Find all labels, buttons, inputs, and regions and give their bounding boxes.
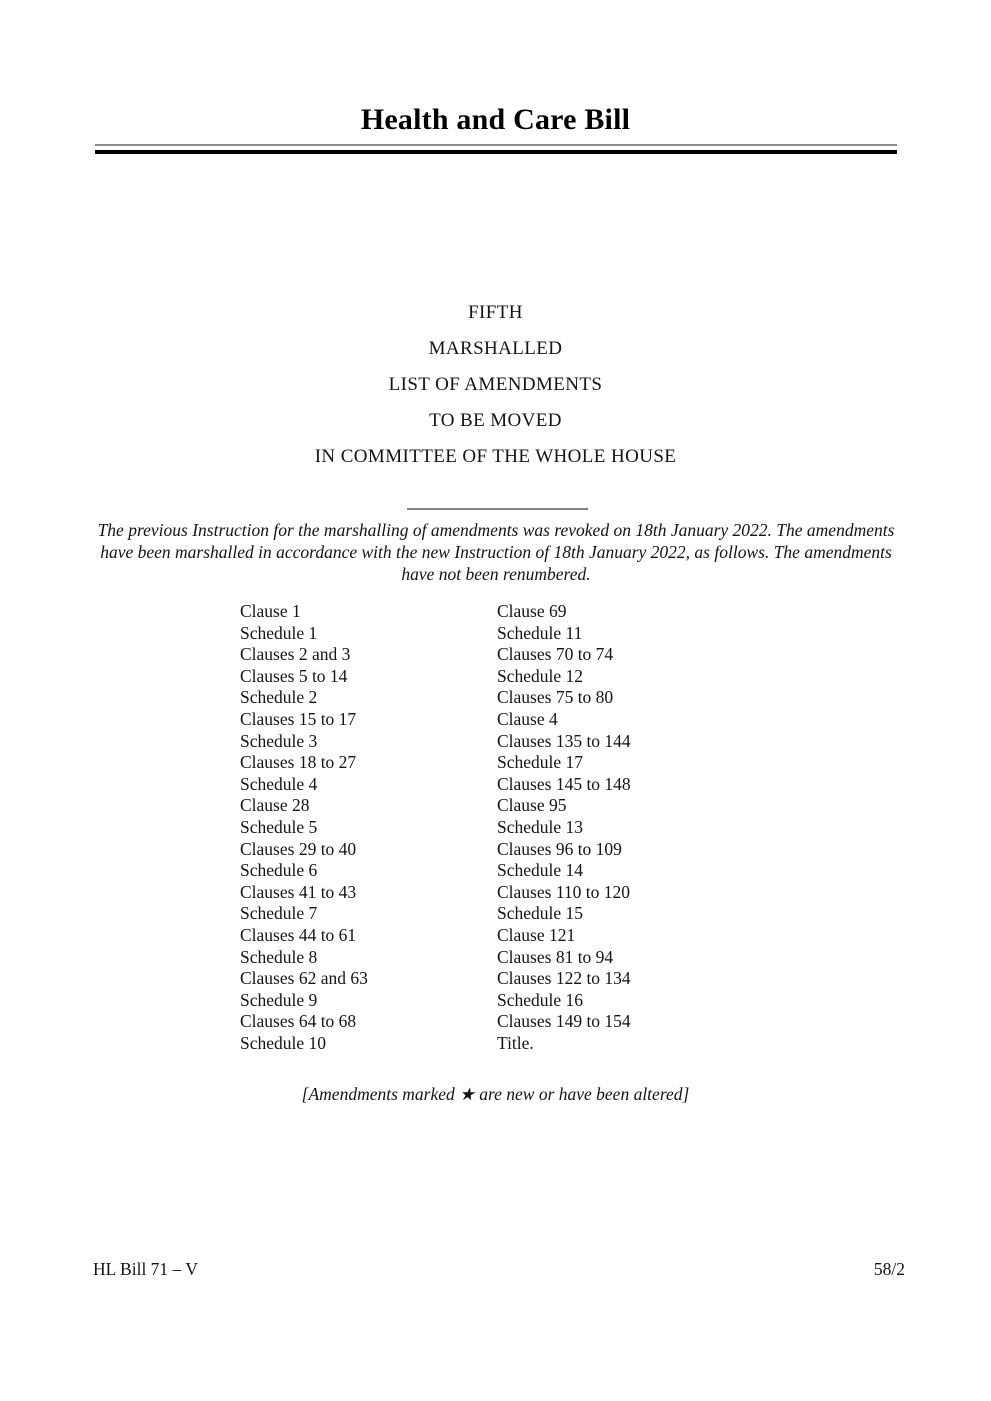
marshalling-order xyxy=(240,601,777,1054)
heading-line: TO BE MOVED xyxy=(429,410,562,431)
order-item: Schedule 1 xyxy=(240,622,318,643)
order-item: Clauses 110 to 120 xyxy=(497,881,631,902)
session-reference: 58/2 xyxy=(873,1259,905,1279)
star-note: [Amendments marked ★ are new or have been altered] xyxy=(301,1084,690,1104)
order-item: Clauses 2 and 3 xyxy=(240,644,351,665)
marshalled-list-headings xyxy=(0,295,991,475)
order-item: Schedule 11 xyxy=(497,622,583,643)
order-item: Schedule 12 xyxy=(497,665,584,686)
order-item: Clauses 5 to 14 xyxy=(240,665,348,686)
title-rule-thick xyxy=(95,150,897,154)
order-item: Clause 1 xyxy=(240,601,301,621)
order-item: Schedule 8 xyxy=(240,946,318,967)
order-item: Clauses 145 to 148 xyxy=(497,773,631,794)
page-footer xyxy=(93,1259,905,1280)
order-item: Schedule 15 xyxy=(497,903,584,924)
order-item: Schedule 7 xyxy=(240,903,318,924)
heading-line: MARSHALLED xyxy=(428,338,563,359)
bill-reference: HL Bill 71 – V xyxy=(93,1259,199,1279)
title-rule-thin xyxy=(95,144,897,146)
order-item: Schedule 14 xyxy=(497,860,584,881)
order-item: Schedule 10 xyxy=(240,1032,327,1053)
order-item: Schedule 17 xyxy=(497,752,584,773)
order-item: Clauses 70 to 74 xyxy=(497,644,614,665)
order-item: Clauses 62 and 63 xyxy=(240,968,368,989)
order-item: Clauses 18 to 27 xyxy=(240,752,357,773)
order-item: Clauses 41 to 43 xyxy=(240,881,357,902)
order-item: Clauses 15 to 17 xyxy=(240,708,357,729)
order-item: Clauses 96 to 109 xyxy=(497,838,622,859)
order-item: Clauses 64 to 68 xyxy=(240,1011,357,1032)
order-item: Clause 95 xyxy=(497,795,567,816)
order-item: Schedule 5 xyxy=(240,816,318,837)
section-divider-rule xyxy=(407,508,588,510)
marshalling-order-left-column xyxy=(240,601,497,1054)
heading-line: LIST OF AMENDMENTS xyxy=(388,374,603,395)
order-item: Schedule 3 xyxy=(240,730,318,751)
heading-line: FIFTH xyxy=(468,302,523,323)
order-item: Clauses 44 to 61 xyxy=(240,924,357,945)
order-item: Clauses 81 to 94 xyxy=(497,946,614,967)
order-item: Clause 28 xyxy=(240,795,310,816)
order-item: Schedule 13 xyxy=(497,816,584,837)
order-item: Schedule 9 xyxy=(240,989,318,1010)
order-item: Schedule 4 xyxy=(240,773,318,794)
order-item: Clause 4 xyxy=(497,708,558,729)
order-item: Schedule 16 xyxy=(497,989,584,1010)
order-item: Clause 69 xyxy=(497,601,567,621)
order-item: Schedule 2 xyxy=(240,687,318,708)
order-item: Schedule 6 xyxy=(240,860,318,881)
order-item: Clauses 135 to 144 xyxy=(497,730,631,751)
order-item: Clauses 149 to 154 xyxy=(497,1011,631,1032)
order-item: Clauses 75 to 80 xyxy=(497,687,614,708)
bill-title: Health and Care Bill xyxy=(360,103,631,136)
order-item: Clauses 29 to 40 xyxy=(240,838,357,859)
marshalling-order-right-column xyxy=(497,601,777,1054)
order-item: Title. xyxy=(497,1032,534,1053)
order-item: Clauses 122 to 134 xyxy=(497,968,631,989)
instruction-note: The previous Instruction for the marshalling of amendments was revoked on 18th January 2022. The amendments have been marshalled in accordance with the new Instruction of 18th January 2022, as follows. The amendments have not been renumbered. xyxy=(97,520,895,584)
order-item: Clause 121 xyxy=(497,924,576,945)
heading-line: IN COMMITTEE OF THE WHOLE HOUSE xyxy=(314,446,677,467)
